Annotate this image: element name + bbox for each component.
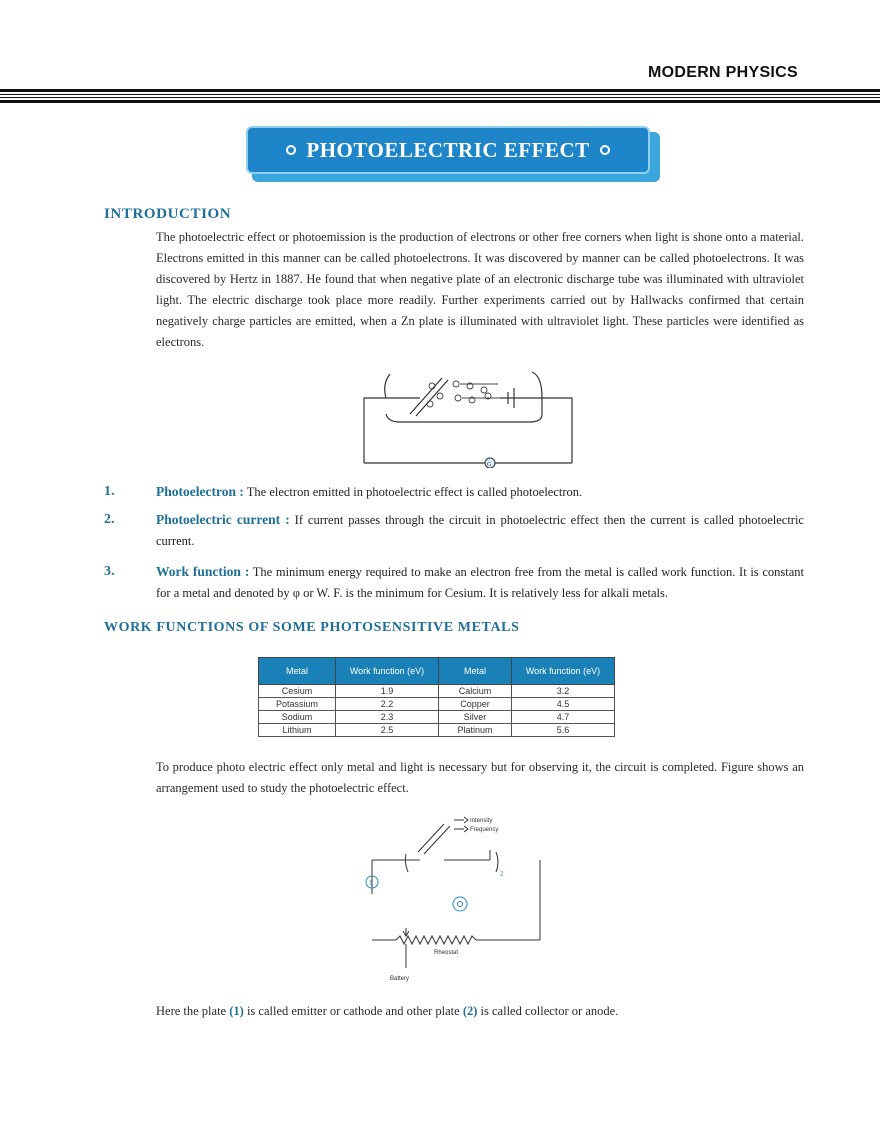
table-row [259, 724, 615, 737]
table-cell: Silver [439, 711, 512, 724]
definition-number: 1. [104, 484, 115, 499]
plate-2-label: 2 [500, 870, 504, 878]
chapter-banner [246, 126, 660, 182]
definition-term: Photoelectron : [156, 484, 244, 499]
table-cell: Calcium [439, 685, 512, 698]
battery-label: Battery [390, 976, 410, 982]
table-cell: 2.2 [336, 698, 439, 711]
intensity-label: Intensity [470, 818, 493, 824]
work-function-table [258, 657, 615, 737]
definition-text: The electron emitted in photoelectric effect is called photoelectron. [243, 485, 583, 499]
table-cell: Lithium [259, 724, 336, 737]
table-cell: 4.7 [512, 711, 615, 724]
discharge-tube-figure [360, 364, 576, 468]
table-cell: Potassium [259, 698, 336, 711]
column-header: Work function (eV) [512, 658, 615, 685]
definition-text: If current passes through the circuit in photoelectric effect then the current is called photoelectric current. [156, 513, 804, 548]
chapter-title: PHOTOELECTRIC EFFECT [306, 137, 590, 162]
table-cell: Platinum [439, 724, 512, 737]
table-cell: 3.2 [512, 685, 615, 698]
introduction-paragraph: The photoelectric effect or photoemission is the production of electrons or other free corners when light is shone onto a material. Electrons emitted in this manner can be called photoelectrons. It was discovered by manner can be called photoelectrons. It was discovered by Hertz in 1887. He found that when negative plate of an electronic discharge tube was illuminated with ultraviolet light. The electric discharge took place more readily. Further experiments carried out by Hallwacks confirmed that certain negatively charge particles are emitted, when a Zn plate is illuminated with ultraviolet light. These particles were identified as electrons. [156, 230, 804, 349]
table-cell: 4.5 [512, 698, 615, 711]
table-cell: Copper [439, 698, 512, 711]
table-row [259, 711, 615, 724]
photoelectric-setup-figure [360, 812, 550, 988]
frequency-label: Frequency [470, 827, 499, 833]
definition-work-function [156, 561, 804, 604]
definition-number: 3. [104, 564, 115, 579]
table-cell: 2.3 [336, 711, 439, 724]
plate-1-label: 1 [369, 879, 373, 887]
electrode-text: Here the plate [156, 1004, 230, 1018]
table-cell: 1.9 [336, 685, 439, 698]
column-header: Metal [439, 658, 512, 685]
table-cell: 2.5 [336, 724, 439, 737]
table-row [259, 685, 615, 698]
electrode-text: is called emitter or cathode and other plate [243, 1004, 463, 1018]
electrode-paragraph [156, 1001, 804, 1022]
definition-number: 2. [104, 512, 115, 527]
column-header: Metal [259, 658, 336, 685]
definition-term: Work function : [156, 564, 250, 579]
setup-paragraph: To produce photo electric effect only metal and light is necessary but for observing it, the circuit is completed. Figure shows an arrangement used to study the photoelectric effect. [156, 760, 804, 795]
page-header-title: MODERN PHYSICS [648, 64, 798, 81]
electrode-text: is called collector or anode. [477, 1004, 619, 1018]
header-rules [0, 89, 880, 103]
table-cell: Sodium [259, 711, 336, 724]
plate-2-ref: (2) [462, 1004, 478, 1018]
rheostat-label: Rheostat [434, 950, 459, 956]
work-functions-heading: WORK FUNCTIONS OF SOME PHOTOSENSITIVE METALS [104, 620, 520, 635]
column-header: Work function (eV) [336, 658, 439, 685]
introduction-heading: INTRODUCTION [104, 206, 232, 222]
table-cell: 5.6 [512, 724, 615, 737]
plate-1-ref: (1) [229, 1004, 244, 1018]
bullet-icon [600, 145, 610, 155]
svg-text:G: G [487, 462, 492, 468]
definition-text: The minimum energy required to make an electron free from the metal is called work function. It is constant for a metal and denoted by φ or W. F. is the minimum for Cesium. It is relatively less for alkali metals. [156, 565, 804, 600]
bullet-icon [286, 145, 296, 155]
definition-photoelectron [156, 481, 804, 503]
definition-photoelectric-current [156, 509, 804, 552]
definition-term: Photoelectric current : [156, 512, 290, 527]
table-row [259, 698, 615, 711]
table-header-row [259, 658, 615, 685]
table-cell: Cesium [259, 685, 336, 698]
